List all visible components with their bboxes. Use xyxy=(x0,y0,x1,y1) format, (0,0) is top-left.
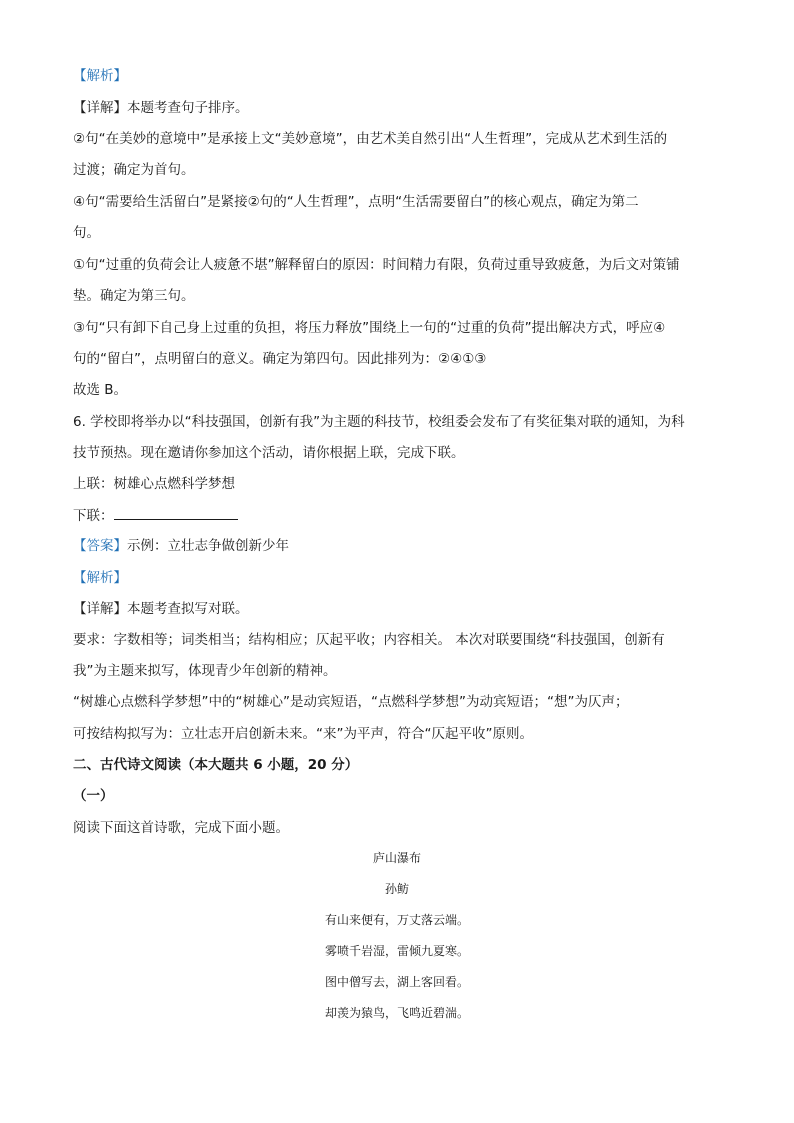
text-span: 【详解】 xyxy=(73,601,127,617)
poem-title: 庐山瀑布 xyxy=(372,851,421,865)
text-line xyxy=(73,568,127,588)
section-heading: 二、古代诗文阅读（本大题共 6 小题，20 分） xyxy=(73,757,359,773)
text-span: 过渡；确定为首句。 xyxy=(73,162,195,178)
text-span: 本题考查拟写对联。 xyxy=(127,601,249,617)
text-line xyxy=(73,474,235,494)
text-line xyxy=(73,755,358,775)
text-line xyxy=(73,223,100,243)
answer-blank xyxy=(114,505,238,520)
text-line xyxy=(73,129,667,149)
poem-line: 图中僧写去，湖上客回看。 xyxy=(324,975,469,989)
text-line xyxy=(73,692,628,712)
text-line xyxy=(73,443,465,463)
poem-line: 雾喷千岩湿，雷倾九夏寒。 xyxy=(324,944,469,958)
text-line xyxy=(73,66,127,86)
text-span: 句。 xyxy=(73,225,100,241)
text-span: ②句“在美妙的意境中”是承接上文“美妙意境”，由艺术美自然引出“人生哲理”，完成从艺术到生活的 xyxy=(73,131,668,147)
text-line xyxy=(73,724,533,744)
text-span: 可按结构拟写为：立壮志开启创新未来。“来”为平声，符合“仄起平收”原则。 xyxy=(73,726,533,742)
text-span: 阅读下面这首诗歌，完成下面小题。 xyxy=(73,820,289,836)
poem-line: 有山来便有，万丈落云端。 xyxy=(324,913,469,927)
text-line xyxy=(73,255,680,275)
text-span: ④句“需要给生活留白”是紧接②句的“人生哲理”，点明“生活需要留白”的核心观点，确定为第二 xyxy=(73,194,639,210)
text-line xyxy=(73,318,665,338)
text-line xyxy=(73,661,337,681)
text-line xyxy=(73,630,665,650)
text-span: 示例：立壮志争做创新少年 xyxy=(127,538,289,554)
text-line xyxy=(73,286,195,306)
section-tag: 【答案】 xyxy=(73,538,127,554)
text-line xyxy=(73,412,685,432)
text-span: 句的“留白”，点明留白的意义。确定为第四句。因此排列为：②④①③ xyxy=(73,351,487,367)
section-tag: 【解析】 xyxy=(73,570,127,586)
poem-line: 却羡为猿鸟，飞鸣近碧湍。 xyxy=(324,1006,469,1020)
text-span: ①句“过重的负荷会让人疲惫不堪”解释留白的原因：时间精力有限，负荷过重导致疲惫，为后文对策铺 xyxy=(73,257,680,273)
text-span: 本题考查句子排序。 xyxy=(127,100,249,116)
text-span: 故选 B。 xyxy=(73,382,128,398)
text-span: 要求：字数相等；词类相当；结构相应；仄起平收；内容相关。 本次对联要围绕“科技强国，创新有 xyxy=(73,632,665,648)
text-line xyxy=(73,599,249,619)
text-line xyxy=(73,349,486,369)
text-line xyxy=(73,536,289,556)
text-line xyxy=(73,505,238,525)
text-span: 【详解】 xyxy=(73,100,127,116)
text-line xyxy=(73,160,195,180)
section-heading: （一） xyxy=(73,788,114,804)
text-span: 上联：树雄心点燃科学梦想 xyxy=(73,476,235,492)
text-line xyxy=(73,818,289,838)
text-span: 下联： xyxy=(73,508,114,524)
text-span: 技节预热。现在邀请你参加这个活动，请你根据上联，完成下联。 xyxy=(73,445,465,461)
text-span: ③句“只有卸下自己身上过重的负担，将压力释放”围绕上一句的“过重的负荷”提出解决方式，呼应④ xyxy=(73,320,666,336)
text-line xyxy=(73,98,249,118)
text-span: “树雄心点燃科学梦想”中的“树雄心”是动宾短语，“点燃科学梦想”为动宾短语；“想”为仄声； xyxy=(73,694,629,710)
text-span: 垫。确定为第三句。 xyxy=(73,288,195,304)
poem-author: 孙鲂 xyxy=(384,882,409,896)
text-line xyxy=(73,192,639,212)
text-span: 我”为主题来拟写，体现青少年创新的精神。 xyxy=(73,663,337,679)
text-line xyxy=(73,380,127,400)
text-line xyxy=(73,786,114,806)
text-span: 6. 学校即将举办以“科技强国，创新有我”为主题的科技节，校组委会发布了有奖征集对联的通知，为科 xyxy=(73,414,685,430)
section-tag: 【解析】 xyxy=(73,68,127,84)
